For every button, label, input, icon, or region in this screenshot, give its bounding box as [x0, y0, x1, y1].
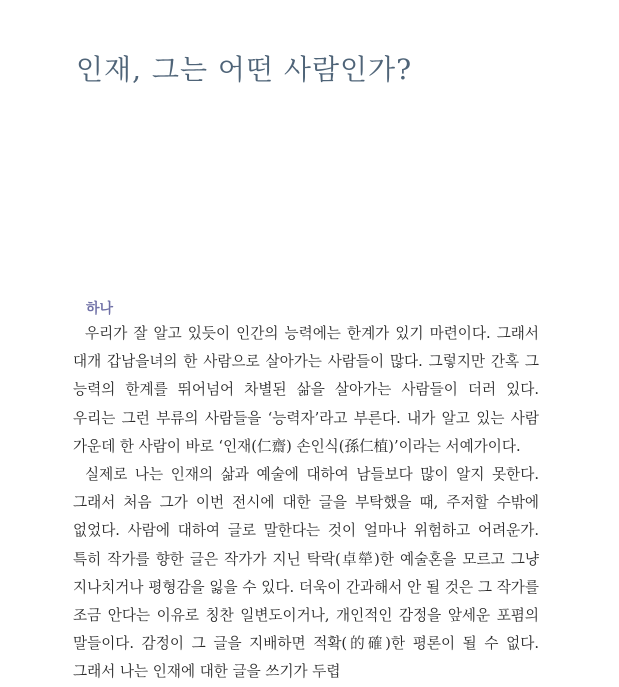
section-label: 하나	[86, 301, 114, 317]
paragraph-1: 우리가 잘 알고 있듯이 인간의 능력에는 한계가 있기 마련이다. 그래서 대개 갑남을녀의 한 사람으로 살아가는 사람들이 많다. 그렇지만 간혹 그 능력의 한계를 뛰어넘어 차별된 삶을 살아가는 사람들이 더러 있다. 우리는 그런 부류의 사람들을 ‘능력자’라고 부른다. 내가 알고 있는 사람 가운데 한 사람이 바로 ‘인재(仁齋) 손인식(孫仁植)’이라는 서예가이다.	[73, 325, 539, 455]
paragraph-2: 실제로 나는 인재의 삶과 예술에 대하여 남들보다 많이 알지 못한다. 그래서 처음 그가 이번 전시에 대한 글을 부탁했을 때, 주저할 수밖에 없었다. 사람에 대하여 글로 말한다는 것이 얼마나 위험하고 어려운가. 특히 작가를 향한 글은 작가가 지닌 탁락(卓犖)한 예술혼을 모르고 그냥 지나치거나 평형감을 잃을 수 있다. 더욱이 간과해서 안 될 것은 그 작가를 조금 안다는 이유로 칭찬 일변도이거나, 개인적인 감정을 앞세운 포폄의 말들이다. 감정이 그 글을 지배하면 적확(的確)한 평론이 될 수 없다. 그래서 나는 인재에 대한 글을 쓰기가 두렵	[73, 466, 539, 681]
page-title: 인재, 그는 어떤 사람인가?	[76, 53, 413, 86]
body-text	[73, 320, 539, 687]
